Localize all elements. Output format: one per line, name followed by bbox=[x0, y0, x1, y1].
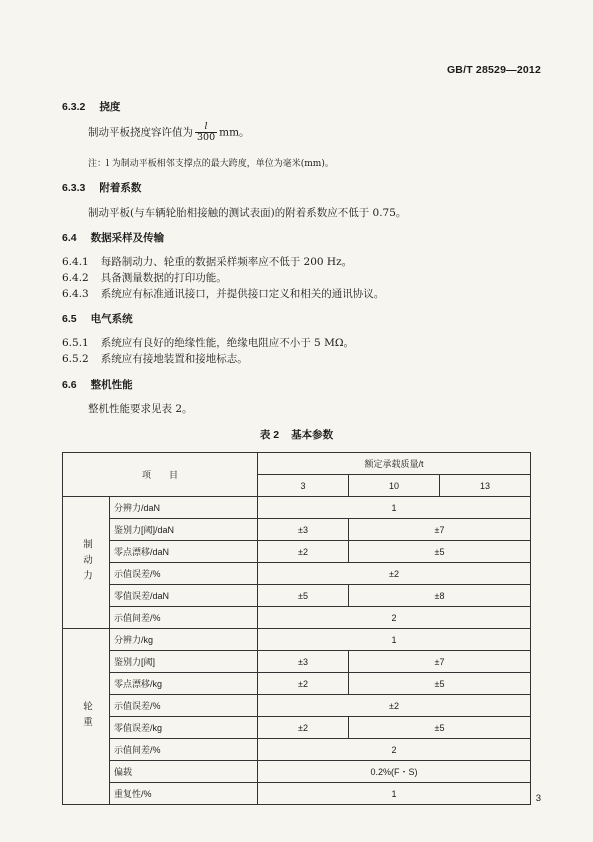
table-cell: ±5 bbox=[258, 585, 349, 607]
row-label: 示值误差/% bbox=[110, 563, 258, 585]
group-braking-force: 制动力 bbox=[63, 497, 110, 629]
section-6-4-heading: 6.4 数据采样及传输 bbox=[62, 232, 165, 244]
row-label: 示值间差/% bbox=[110, 739, 258, 761]
table-row bbox=[63, 717, 531, 739]
section-6-3-2-heading: 6.3.2 挠度 bbox=[62, 101, 121, 113]
table-cell: ±8 bbox=[349, 585, 531, 607]
clause-6-4-3: 6.4.3 系统应有标准通讯接口，并提供接口定义和相关的通讯协议。 bbox=[62, 288, 385, 300]
table-row bbox=[63, 585, 531, 607]
table-cell: ±2 bbox=[258, 563, 531, 585]
row-label: 鉴别力[阈]/daN bbox=[110, 519, 258, 541]
clause-6-5-1: 6.5.1 系统应有良好的绝缘性能，绝缘电阻应不小于 5 MΩ。 bbox=[62, 337, 355, 349]
table-row bbox=[63, 783, 531, 805]
section-6-3-3-heading: 6.3.3 附着系数 bbox=[62, 182, 142, 194]
group-wheel-load: 轮重 bbox=[63, 629, 110, 805]
table-cell: ±3 bbox=[258, 519, 349, 541]
row-label: 鉴别力[阈] bbox=[110, 651, 258, 673]
table-row bbox=[63, 761, 531, 783]
table-row bbox=[63, 629, 531, 651]
table-cell: ±5 bbox=[349, 541, 531, 563]
table-caption: 表 2 基本参数 bbox=[259, 429, 334, 441]
table-cell: ±2 bbox=[258, 673, 349, 695]
row-label: 零值误差/kg bbox=[110, 717, 258, 739]
row-label: 示值间差/% bbox=[110, 607, 258, 629]
header-item: 项 目 bbox=[63, 453, 258, 497]
table-cell: 1 bbox=[258, 629, 531, 651]
table-cell: ±2 bbox=[258, 695, 531, 717]
row-label: 偏载 bbox=[110, 761, 258, 783]
table-cell: 1 bbox=[258, 783, 531, 805]
table-cell: ±2 bbox=[258, 541, 349, 563]
table-cell: 2 bbox=[258, 739, 531, 761]
header-cap-10: 10 bbox=[349, 475, 440, 497]
row-label: 示值误差/% bbox=[110, 695, 258, 717]
table-cell: ±5 bbox=[349, 717, 531, 739]
performance-paragraph: 整机性能要求见表 2。 bbox=[88, 403, 193, 415]
table-row bbox=[63, 673, 531, 695]
table-row bbox=[63, 541, 531, 563]
header-cap-13: 13 bbox=[440, 475, 531, 497]
table-row bbox=[63, 453, 531, 475]
deflection-note: 注：l 为制动平板相邻支撑点的最大跨度，单位为毫米(mm)。 bbox=[88, 159, 334, 169]
table-row bbox=[63, 739, 531, 761]
table-cell: ±7 bbox=[349, 519, 531, 541]
header-cap-3: 3 bbox=[258, 475, 349, 497]
table-cell: ±3 bbox=[258, 651, 349, 673]
adhesion-paragraph: 制动平板(与车辆轮胎相接触的测试表面)的附着系数应不低于 0.75。 bbox=[88, 207, 407, 219]
table-cell: ±7 bbox=[349, 651, 531, 673]
table-row bbox=[63, 607, 531, 629]
row-label: 分辨力/kg bbox=[110, 629, 258, 651]
table-row bbox=[63, 497, 531, 519]
table-row bbox=[63, 519, 531, 541]
row-label: 零值误差/daN bbox=[110, 585, 258, 607]
deflection-paragraph: 制动平板挠度容许值为 $\frac{l}{300}$ mm。 bbox=[88, 121, 250, 143]
table-cell: 1 bbox=[258, 497, 531, 519]
table-row bbox=[63, 563, 531, 585]
clause-6-4-2: 6.4.2 具备测量数据的打印功能。 bbox=[62, 272, 227, 284]
table-cell: 2 bbox=[258, 607, 531, 629]
header-rated-capacity: 额定承载质量/t bbox=[258, 453, 531, 475]
clause-6-5-2: 6.5.2 系统应有接地装置和接地标志。 bbox=[62, 353, 248, 365]
standard-number: GB/T 28529—2012 bbox=[446, 64, 541, 76]
section-6-5-heading: 6.5 电气系统 bbox=[62, 313, 133, 325]
page-number: 3 bbox=[535, 793, 541, 804]
clause-6-4-1: 6.4.1 每路制动力、轮重的数据采样频率应不低于 200 Hz。 bbox=[62, 256, 353, 268]
deflection-fraction: $\frac{l}{300}$ bbox=[197, 121, 216, 143]
row-label: 零点漂移/kg bbox=[110, 673, 258, 695]
section-6-6-heading: 6.6 整机性能 bbox=[62, 379, 133, 391]
table-row bbox=[63, 651, 531, 673]
table-cell: ±5 bbox=[349, 673, 531, 695]
table-cell: 0.2%(F・S) bbox=[258, 761, 531, 783]
basic-parameters-table bbox=[62, 452, 531, 805]
table-row bbox=[63, 695, 531, 717]
row-label: 重复性/% bbox=[110, 783, 258, 805]
table-cell: ±2 bbox=[258, 717, 349, 739]
row-label: 分辨力/daN bbox=[110, 497, 258, 519]
row-label: 零点漂移/daN bbox=[110, 541, 258, 563]
